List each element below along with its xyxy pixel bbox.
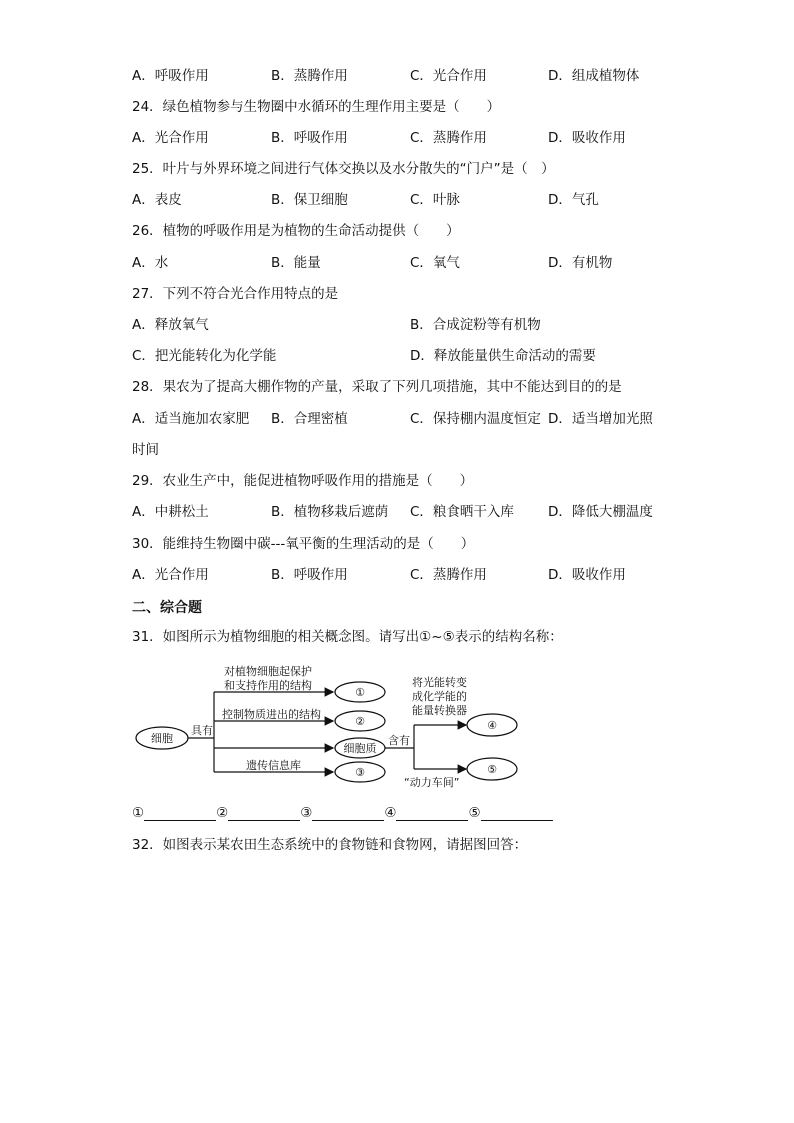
node-5-label: ⑤ [487, 763, 497, 776]
answer-blanks [132, 805, 553, 821]
q25-option-d: D．气孔 [548, 192, 599, 208]
power-label: “动力车间” [404, 776, 460, 789]
q24-stem: 24．绿色植物参与生物圈中水循环的生理作用主要是（ ） [132, 99, 501, 115]
q31-stem: 31．如图所示为植物细胞的相关概念图。请写出①~⑤表示的结构名称： [132, 629, 563, 645]
q28-option-b: B．合理密植 [271, 411, 348, 427]
q27-stem: 27．下列不符合光合作用特点的是 [132, 286, 339, 302]
cytoplasm-label: 细胞质 [343, 742, 377, 755]
q30-option-c: C．蒸腾作用 [410, 567, 487, 583]
q24-option-d: D．吸收作用 [548, 130, 626, 146]
has-label: 具有 [191, 724, 213, 737]
q27-option-c: C．把光能转化为化学能 [132, 348, 277, 364]
q27-option-a: A．释放氧气 [132, 317, 209, 333]
q23-option-b: B．蒸腾作用 [271, 68, 348, 84]
q28-option-c: C．保持棚内温度恒定 [410, 411, 541, 427]
q26-option-a: A．水 [132, 255, 169, 271]
q27-option-d: D．释放能量供生命活动的需要 [410, 348, 596, 364]
protect-label-1: 对植物细胞起保护 [224, 665, 312, 678]
node-2-label: ② [355, 715, 365, 728]
q24-option-c: C．蒸腾作用 [410, 130, 487, 146]
control-label: 控制物质进出的结构 [222, 708, 321, 721]
node-4-label: ④ [487, 719, 497, 732]
q30-stem: 30．能维持生物圈中碳---氧平衡的生理活动的是（ ） [132, 536, 475, 552]
answer-blank-5[interactable] [481, 806, 553, 821]
blank-label-5: ⑤ [468, 805, 481, 821]
node-3-label: ③ [355, 766, 365, 779]
contains-label: 含有 [388, 734, 410, 747]
q28-option-d-wrap: 时间 [132, 442, 159, 458]
q24-option-a: A．光合作用 [132, 130, 209, 146]
q25-stem: 25．叶片与外界环境之间进行气体交换以及水分散失的“门户”是（ ） [132, 161, 555, 177]
q29-option-d: D．降低大棚温度 [548, 504, 653, 520]
q28-stem: 28．果农为了提高大棚作物的产量，采取了下列几项措施，其中不能达到目的的是 [132, 379, 622, 395]
q26-option-c: C．氧气 [410, 255, 460, 271]
q23-option-a: A．呼吸作用 [132, 68, 209, 84]
q30-option-a: A．光合作用 [132, 567, 209, 583]
q29-option-b: B．植物移栽后遮荫 [271, 504, 389, 520]
blank-label-2: ② [216, 805, 229, 821]
node-1-label: ① [355, 686, 365, 699]
q29-option-a: A．中耕松土 [132, 504, 209, 520]
protect-label-2: 和支持作用的结构 [224, 679, 312, 692]
blank-label-1: ① [132, 805, 145, 821]
q28-option-a: A．适当施加农家肥 [132, 411, 250, 427]
q30-option-b: B．呼吸作用 [271, 567, 348, 583]
answer-blank-3[interactable] [312, 806, 384, 821]
blank-label-3: ③ [300, 805, 313, 821]
q27-option-b: B．合成淀粉等有机物 [410, 317, 541, 333]
energy-label-2: 成化学能的 [412, 690, 467, 703]
q26-option-b: B．能量 [271, 255, 321, 271]
answer-blank-4[interactable] [396, 806, 468, 821]
answer-blank-1[interactable] [144, 806, 216, 821]
energy-label-1: 将光能转变 [412, 676, 467, 689]
q25-option-b: B．保卫细胞 [271, 192, 348, 208]
q32-stem: 32．如图表示某农田生态系统中的食物链和食物网，请据图回答： [132, 837, 528, 853]
q29-option-c: C．粮食晒干入库 [410, 504, 514, 520]
q24-option-b: B．呼吸作用 [271, 130, 348, 146]
genetic-label: 遗传信息库 [246, 759, 301, 772]
blank-label-4: ④ [384, 805, 397, 821]
cell-label: 细胞 [151, 732, 173, 745]
section-heading: 二、综合题 [132, 600, 202, 616]
q23-option-d: D．组成植物体 [548, 68, 640, 84]
q25-option-a: A．表皮 [132, 192, 182, 208]
q25-option-c: C．叶脉 [410, 192, 460, 208]
q26-stem: 26．植物的呼吸作用是为植物的生命活动提供（ ） [132, 223, 460, 239]
q28-option-d: D．适当增加光照 [548, 411, 653, 427]
q29-stem: 29．农业生产中，能促进植物呼吸作用的措施是（ ） [132, 473, 474, 489]
q26-option-d: D．有机物 [548, 255, 613, 271]
answer-blank-2[interactable] [228, 806, 300, 821]
concept-map-diagram [132, 658, 532, 793]
q30-option-d: D．吸收作用 [548, 567, 626, 583]
energy-label-3: 能量转换器 [412, 704, 467, 717]
q23-option-c: C．光合作用 [410, 68, 487, 84]
